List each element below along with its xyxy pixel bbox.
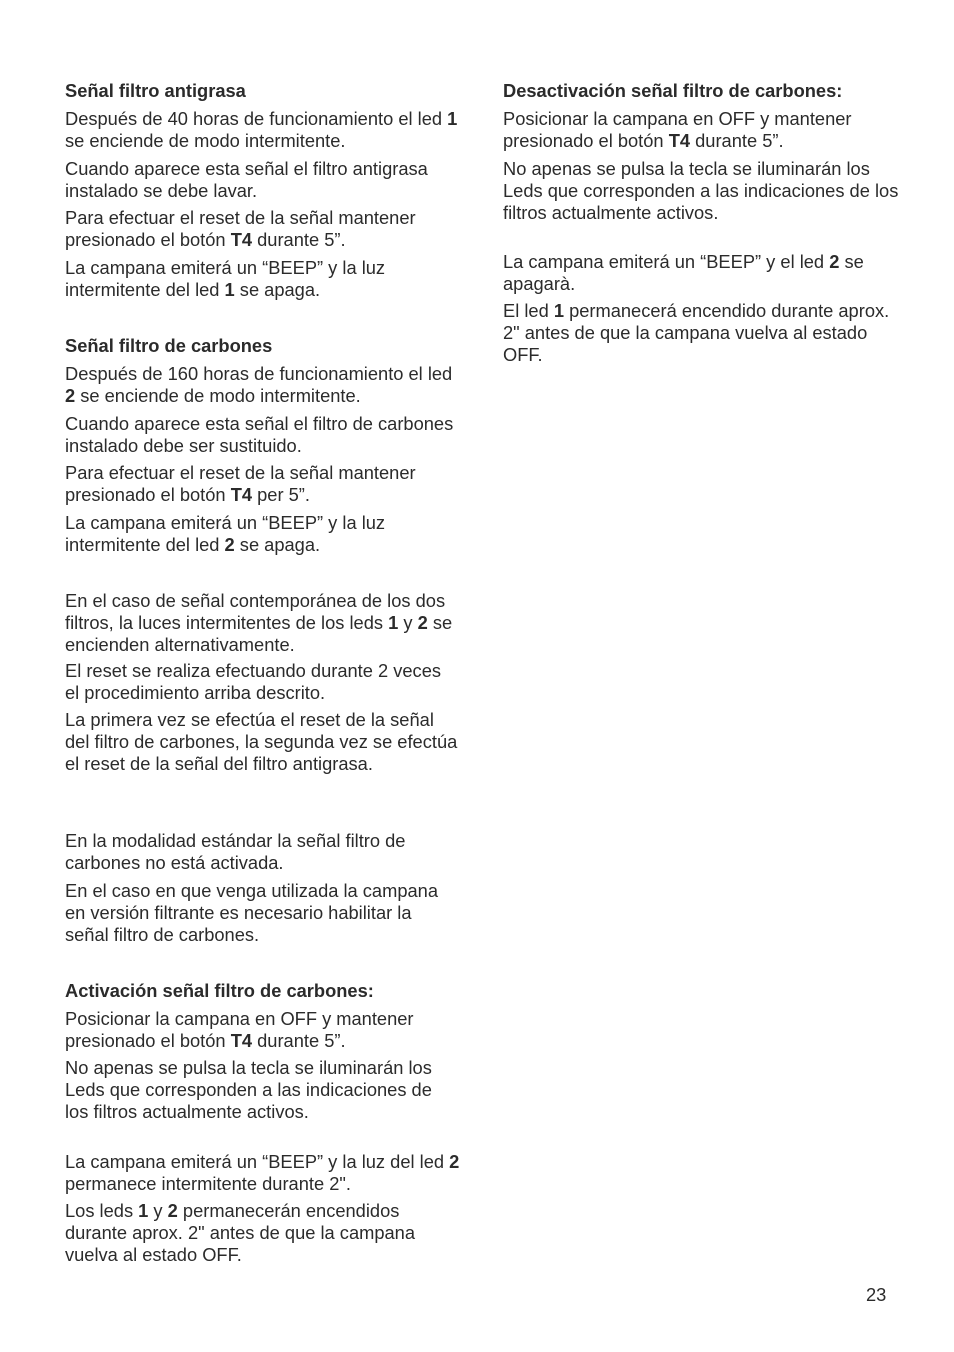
paragraph: La campana emiterá un “BEEP” y la luz intermitente del led 2 se apaga. <box>65 512 386 555</box>
paragraph: En la modalidad estándar la señal filtro de carbones no está activada. <box>65 830 406 873</box>
paragraph: La campana emiterá un “BEEP” y la luz del led 2 permanece intermitente durante 2". <box>65 1151 460 1194</box>
heading-carbon-filter-signal: Señal filtro de carbones <box>65 335 273 356</box>
heading-carbon-filter-activation: Activación señal filtro de carbones: <box>65 980 374 1001</box>
paragraph: En el caso de señal contemporánea de los dos filtros, la luces intermitentes de los leds 1 y 2 se encienden alternativamente. <box>65 590 453 655</box>
paragraph: Cuando aparece esta señal el filtro de carbones instalado debe ser sustituido. <box>65 413 454 456</box>
paragraph: Los leds 1 y 2 permanecerán encendidos durante aprox. 2" antes de que la campana vuelva al estado OFF. <box>65 1200 416 1265</box>
page-number: 23 <box>866 1284 887 1305</box>
paragraph: Para efectuar el reset de la señal mantener presionado el botón T4 durante 5”. <box>65 207 416 250</box>
paragraph: Para efectuar el reset de la señal mantener presionado el botón T4 per 5”. <box>65 462 416 505</box>
paragraph: El led 1 permanecerá encendido durante aprox. 2" antes de que la campana vuelva al estado OFF. <box>503 300 890 365</box>
paragraph: La campana emiterá un “BEEP” y el led 2 se apagarà. <box>503 251 864 294</box>
paragraph: Cuando aparece esta señal el filtro antigrasa instalado se debe lavar. <box>65 158 428 201</box>
paragraph: No apenas se pulsa la tecla se iluminarán los Leds que corresponden a las indicaciones de los filtros actualmente activos. <box>503 158 899 223</box>
heading-antigrease-signal: Señal filtro antigrasa <box>65 80 246 101</box>
paragraph: Posicionar la campana en OFF y mantener presionado el botón T4 durante 5”. <box>65 1008 414 1051</box>
paragraph: El reset se realiza efectuando durante 2 veces el procedimiento arriba descrito. <box>65 660 442 703</box>
paragraph: Después de 40 horas de funcionamiento el led 1 se enciende de modo intermitente. <box>65 108 458 151</box>
paragraph: Después de 160 horas de funcionamiento el led 2 se enciende de modo intermitente. <box>65 363 453 406</box>
paragraph: En el caso en que venga utilizada la campana en versión filtrante es necesario habilitar la señal filtro de carbones. <box>65 880 438 945</box>
paragraph: Posicionar la campana en OFF y mantener presionado el botón T4 durante 5”. <box>503 108 852 151</box>
paragraph: La campana emiterá un “BEEP” y la luz intermitente del led 1 se apaga. <box>65 257 386 300</box>
heading-carbon-filter-deactivation: Desactivación señal filtro de carbones: <box>503 80 843 101</box>
paragraph: No apenas se pulsa la tecla se iluminarán los Leds que corresponden a las indicaciones de los filtros actualmente activos. <box>65 1057 432 1122</box>
paragraph: La primera vez se efectúa el reset de la señal del filtro de carbones, la segunda vez se efectúa el reset de la señal del filtro antigrasa. <box>65 709 458 774</box>
